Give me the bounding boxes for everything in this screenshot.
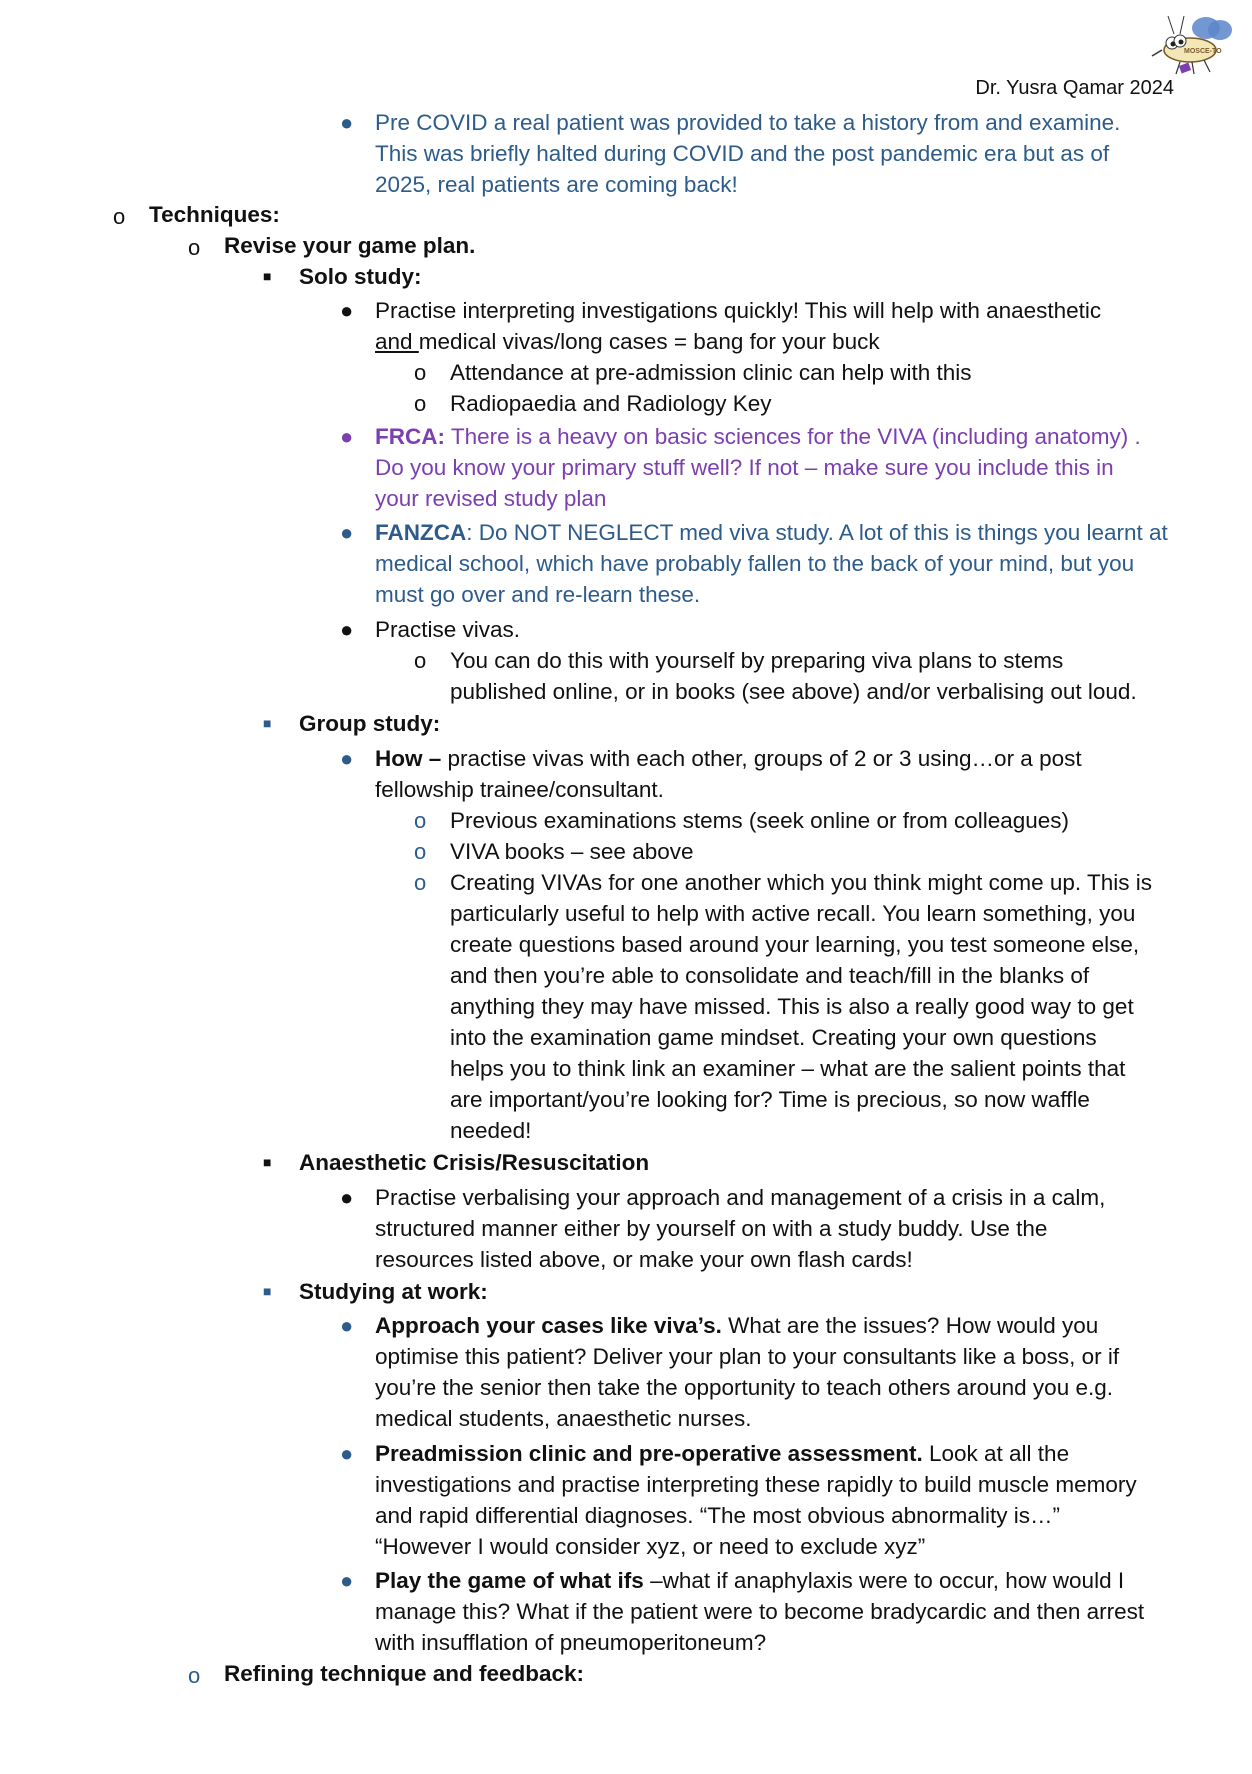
approach-line-4: medical students, anaesthetic nurses.	[375, 1406, 752, 1431]
frca-label: FRCA:	[375, 424, 445, 449]
underlined-and: and	[375, 329, 419, 354]
whatifs-line-2: manage this? What if the patient were to become bradycardic and then arrest	[375, 1599, 1145, 1624]
fanzca-line-1	[375, 517, 1168, 548]
circle-bullet-icon: o	[414, 808, 427, 833]
group-sub-3-line-7: helps you to think link an examiner – what are the salient points that	[450, 1056, 1126, 1081]
group-sub-3-line-3: create questions based around your learning, you test someone else,	[450, 932, 1140, 957]
group-sub-3-line-2: particularly useful to help with active recall. You learn something, you	[450, 901, 1136, 926]
approach-line-1	[375, 1310, 1098, 1341]
how-text: practise vivas with each other, groups of 2 or 3 using…or a post	[441, 746, 1082, 771]
how-line-1	[375, 743, 1082, 774]
whatifs-label: Play the game of what ifs	[375, 1568, 644, 1593]
preadmission-line-3: and rapid differential diagnoses. “The most obvious abnormality is…”	[375, 1503, 1060, 1528]
techniques-heading: Techniques:	[149, 202, 280, 227]
square-bullet-icon: ■	[263, 715, 272, 731]
circle-bullet-icon: o	[113, 204, 126, 229]
approach-text: What are the issues? How would you	[721, 1313, 1099, 1338]
square-bullet-icon: ■	[263, 1283, 272, 1299]
how-line-2: fellowship trainee/consultant.	[375, 777, 664, 802]
whatifs-line-1	[375, 1565, 1124, 1596]
group-sub-3-line-5: anything they may have missed. This is also a really good way to get	[450, 994, 1134, 1019]
intro-line-3: 2025, real patients are coming back!	[375, 172, 738, 197]
how-label: How –	[375, 746, 442, 771]
frca-line-1	[375, 421, 1141, 452]
preadmission-line-4: “However I would consider xyz, or need to exclude xyz”	[375, 1534, 926, 1559]
crisis-heading: Anaesthetic Crisis/Resuscitation	[299, 1150, 650, 1175]
bullet-dot-icon: ●	[340, 110, 354, 135]
vivas-sub-line-2: published online, or in books (see above) and/or verbalising out loud.	[450, 679, 1137, 704]
approach-line-2: optimise this patient? Deliver your plan to your consultants like a boss, or if	[375, 1344, 1120, 1369]
revise-heading: Revise your game plan.	[224, 233, 476, 258]
crisis-line-2: structured manner either by yourself on with a study buddy. Use the	[375, 1216, 1048, 1241]
mosquito-logo-icon	[1150, 10, 1240, 78]
whatifs-line-3: with insufflation of pneumoperitoneum?	[375, 1630, 767, 1655]
approach-label: Approach your cases like viva’s.	[375, 1313, 722, 1338]
frca-line-2: Do you know your primary stuff well? If not – make sure you include this in	[375, 455, 1114, 480]
preadmission-label: Preadmission clinic and pre-operative assessment.	[375, 1441, 923, 1466]
fanzca-line-2: medical school, which have probably fallen to the back of your mind, but you	[375, 551, 1135, 576]
vivas-sub-line-1: You can do this with yourself by preparing viva plans to stems	[450, 648, 1064, 673]
circle-bullet-icon: o	[188, 235, 201, 260]
preadmission-line-2: investigations and practise interpreting these rapidly to build muscle memory	[375, 1472, 1137, 1497]
bullet-dot-icon: ●	[340, 1441, 354, 1466]
bullet-dot-icon: ●	[340, 617, 354, 642]
solo-study-heading: Solo study:	[299, 264, 422, 289]
fanzca-text: : Do NOT NEGLECT med viva study. A lot of this is things you learnt at	[466, 520, 1168, 545]
fanzca-label: FANZCA	[375, 520, 467, 545]
square-bullet-icon: ■	[263, 1154, 272, 1170]
group-sub-3-line-1: Creating VIVAs for one another which you think might come up. This is	[450, 870, 1153, 895]
circle-bullet-icon: o	[414, 870, 427, 895]
whatifs-text: –what if anaphylaxis were to occur, how would I	[643, 1568, 1125, 1593]
group-study-heading: Group study:	[299, 711, 441, 736]
frca-text: There is a heavy on basic sciences for the VIVA (including anatomy) .	[444, 424, 1141, 449]
preadmission-text: Look at all the	[922, 1441, 1070, 1466]
investigations-line-2-rest: medical vivas/long cases = bang for your buck	[418, 329, 880, 354]
circle-bullet-icon: o	[414, 648, 427, 673]
bullet-dot-icon: ●	[340, 424, 354, 449]
bullet-dot-icon: ●	[340, 1313, 354, 1338]
circle-bullet-icon: o	[188, 1663, 201, 1688]
logo-text: MOSCE-TO	[1184, 48, 1222, 55]
practise-vivas: Practise vivas.	[375, 617, 521, 642]
group-sub-3-line-6: into the examination game mindset. Creating your own questions	[450, 1025, 1097, 1050]
square-bullet-icon: ■	[263, 268, 272, 284]
investigations-line-2	[375, 326, 880, 357]
refining-heading: Refining technique and feedback:	[224, 1661, 585, 1686]
work-heading: Studying at work:	[299, 1279, 488, 1304]
intro-line-2: This was briefly halted during COVID and the post pandemic era but as of	[375, 141, 1110, 166]
group-sub-1: Previous examinations stems (seek online or from colleagues)	[450, 808, 1070, 833]
investigations-sub-2: Radiopaedia and Radiology Key	[450, 391, 772, 416]
bullet-dot-icon: ●	[340, 746, 354, 771]
bullet-dot-icon: ●	[340, 1185, 354, 1210]
fanzca-line-3: must go over and re-learn these.	[375, 582, 701, 607]
bullet-dot-icon: ●	[340, 1568, 354, 1593]
group-sub-2: VIVA books – see above	[450, 839, 694, 864]
intro-line-1: Pre COVID a real patient was provided to take a history from and examine.	[375, 110, 1121, 135]
preadmission-line-1	[375, 1438, 1069, 1469]
crisis-line-1: Practise verbalising your approach and management of a crisis in a calm,	[375, 1185, 1106, 1210]
investigations-sub-1: Attendance at pre-admission clinic can help with this	[450, 360, 972, 385]
crisis-line-3: resources listed above, or make your own flash cards!	[375, 1247, 913, 1272]
bullet-dot-icon: ●	[340, 520, 354, 545]
group-sub-3-line-9: needed!	[450, 1118, 532, 1143]
group-sub-3-line-8: are important/you’re looking for? Time is precious, so now waffle	[450, 1087, 1090, 1112]
circle-bullet-icon: o	[414, 360, 427, 385]
bullet-dot-icon: ●	[340, 298, 354, 323]
frca-line-3: your revised study plan	[375, 486, 607, 511]
approach-line-3: you’re the senior then take the opportunity to teach others around you e.g.	[375, 1375, 1113, 1400]
circle-bullet-icon: o	[414, 839, 427, 864]
investigations-line-1: Practise interpreting investigations quickly! This will help with anaesthetic	[375, 298, 1102, 323]
author-credit: Dr. Yusra Qamar 2024	[975, 77, 1174, 99]
circle-bullet-icon: o	[414, 391, 427, 416]
group-sub-3-line-4: and then you’re able to consolidate and teach/fill in the blanks of	[450, 963, 1090, 988]
